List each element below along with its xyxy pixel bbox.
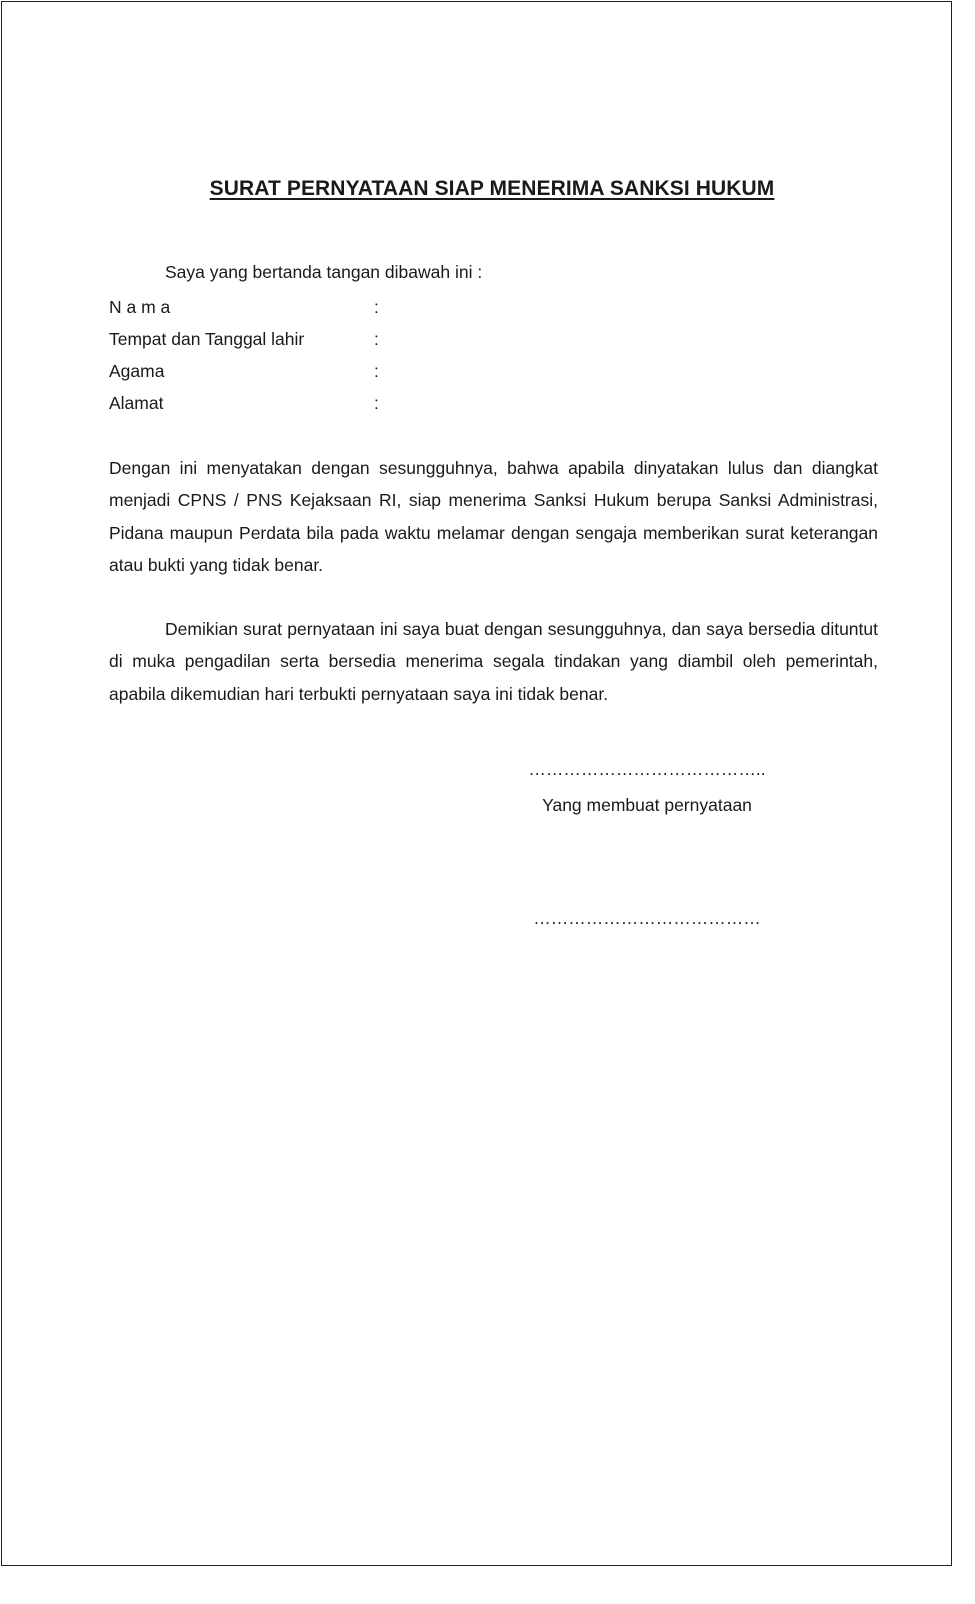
field-colon-agama: :	[374, 361, 379, 381]
field-label-alamat: Alamat	[109, 393, 164, 413]
field-label-agama: Agama	[109, 361, 165, 381]
field-colon-nama: :	[374, 297, 379, 317]
field-label-nama: N a m a	[109, 297, 171, 317]
closing-paragraph: Demikian surat pernyataan ini saya buat dengan sesungguhnya, dan saya bersedia dituntut di muka pengadilan serta bersedia menerima segala tindakan yang diambil oleh pemerintah, apabila dikemudian hari terbukti pernyataan saya ini tidak benar.	[109, 619, 878, 704]
signature-caption: Yang membuat pernyataan	[542, 795, 752, 815]
signature-place-date-line: …………………………………..	[528, 759, 766, 779]
field-colon-tempat-tanggal-lahir: :	[374, 329, 379, 349]
signature-name-line: …………………………………	[533, 908, 761, 928]
document-page	[1, 1, 952, 1566]
document-title: SURAT PERNYATAAN SIAP MENERIMA SANKSI HUKUM	[209, 177, 775, 200]
intro-text: Saya yang bertanda tangan dibawah ini :	[165, 262, 483, 282]
statement-paragraph: Dengan ini menyatakan dengan sesungguhnya, bahwa apabila dinyatakan lulus dan diangkat menjadi CPNS / PNS Kejaksaan RI, siap menerima Sanksi Hukum berupa Sanksi Administrasi, Pidana maupun Perdata bila pada waktu melamar dengan sengaja memberikan surat keterangan atau bukti yang tidak benar.	[109, 458, 878, 575]
field-label-tempat-tanggal-lahir: Tempat dan Tanggal lahir	[109, 329, 305, 349]
field-colon-alamat: :	[374, 393, 379, 413]
